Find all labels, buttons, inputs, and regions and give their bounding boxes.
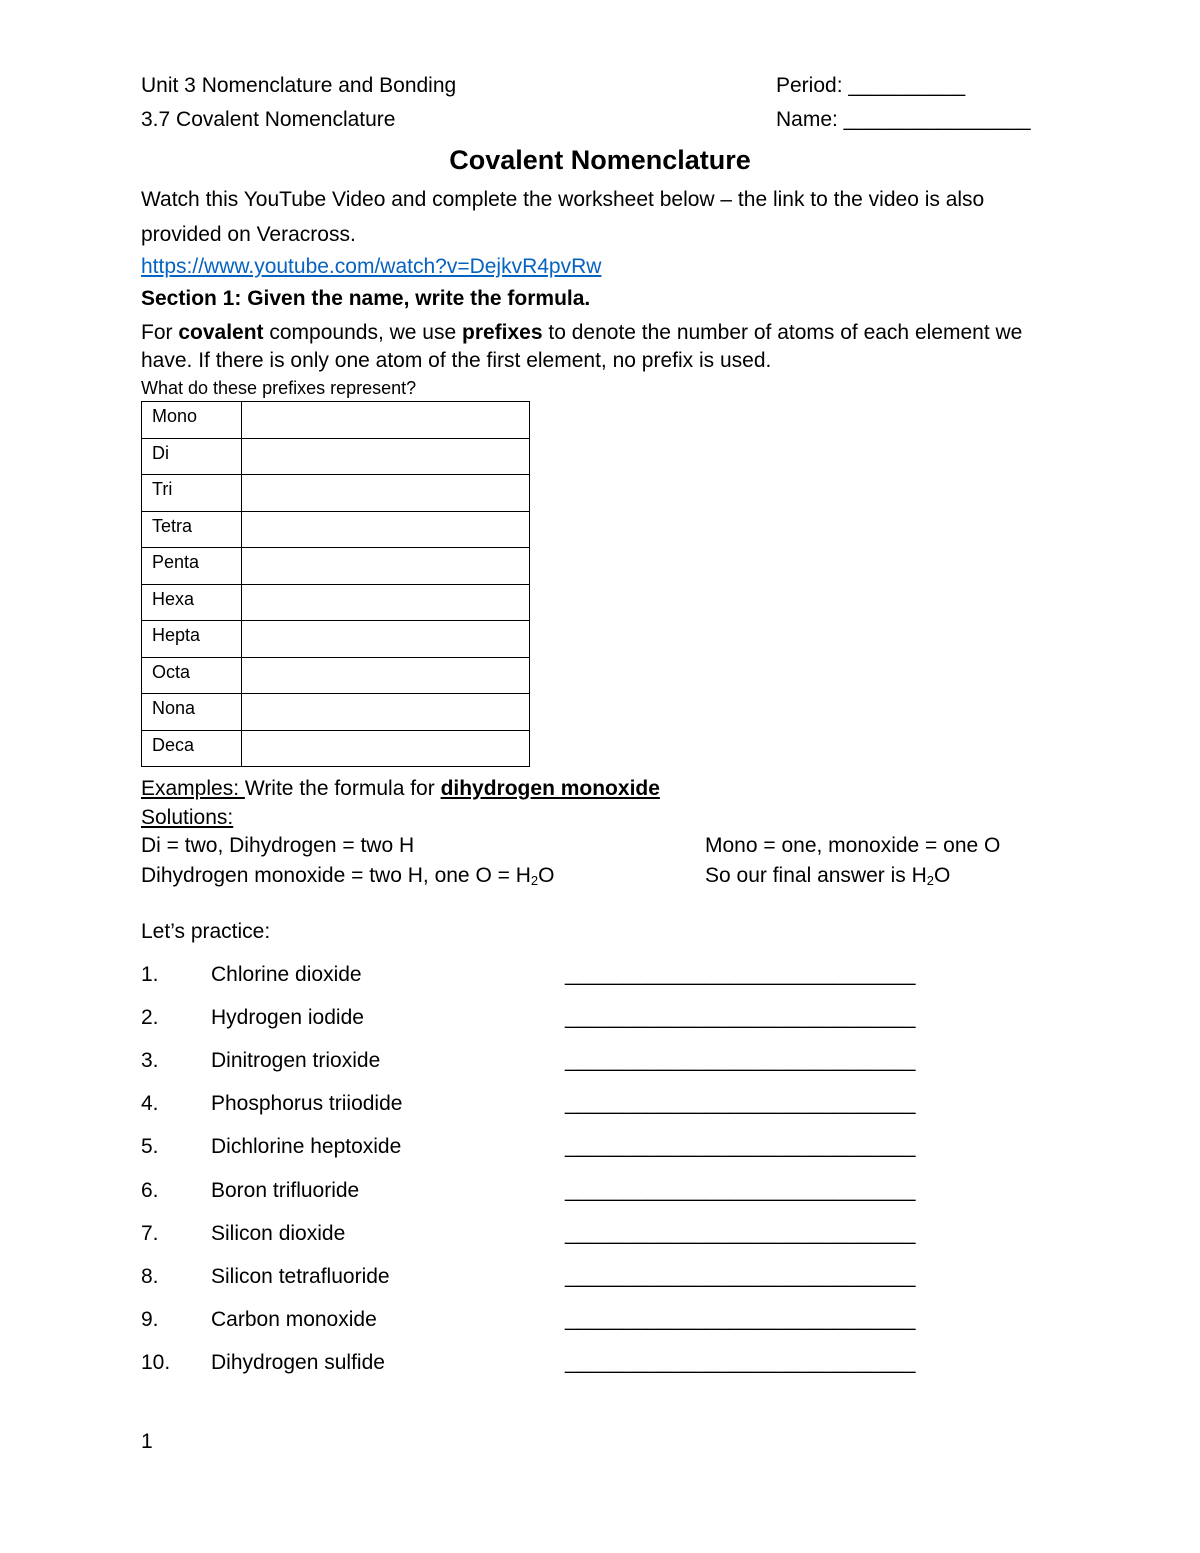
text-run: O	[538, 864, 555, 887]
practice-answer-blank[interactable]: ______________________________	[565, 1265, 916, 1288]
prefix-answer-cell[interactable]	[242, 402, 530, 439]
practice-answer-blank[interactable]: ______________________________	[565, 1006, 916, 1029]
prefix-answer-cell[interactable]	[242, 548, 530, 585]
page-title: Covalent Nomenclature	[449, 145, 751, 175]
example-compound: dihydrogen monoxide	[440, 777, 660, 800]
prefix-row	[142, 621, 530, 658]
solution-right-1: Mono = one, monoxide = one O	[705, 834, 1001, 857]
prefix-answer-cell[interactable]	[242, 438, 530, 475]
subscript: 2	[926, 873, 934, 888]
prefix-name-cell: Penta	[142, 548, 242, 585]
practice-item-text: Boron trifluoride	[211, 1179, 360, 1202]
practice-item-text: Carbon monoxide	[211, 1308, 377, 1331]
practice-item-number: 10.	[141, 1351, 171, 1374]
practice-answer-blank[interactable]: ______________________________	[565, 963, 916, 986]
prefix-name-cell: Hexa	[142, 584, 242, 621]
unit-title: Unit 3 Nomenclature and Bonding	[141, 74, 457, 97]
practice-answer-blank[interactable]: ______________________________	[565, 1351, 916, 1374]
text-run: Dihydrogen monoxide = two H, one O = H	[141, 864, 531, 887]
text-run: O	[934, 864, 951, 887]
practice-item-number: 2.	[141, 1006, 159, 1029]
text-run: For	[141, 321, 179, 344]
section-1-heading: Section 1: Given the name, write the formula.	[141, 287, 591, 310]
name-field[interactable]: Name: ________________	[776, 108, 1031, 131]
solution-left-2	[141, 864, 554, 888]
text-run: So our final answer is H	[705, 864, 927, 887]
practice-item-text: Phosphorus triiodide	[211, 1092, 403, 1115]
practice-answer-blank[interactable]: ______________________________	[565, 1092, 916, 1115]
practice-item-number: 7.	[141, 1222, 159, 1245]
section-1-paragraph-line-1	[141, 321, 1022, 345]
prefix-name-cell: Deca	[142, 730, 242, 767]
prefix-row	[142, 657, 530, 694]
prefix-name-cell: Di	[142, 438, 242, 475]
page-number: 1	[141, 1430, 153, 1453]
practice-item-number: 9.	[141, 1308, 159, 1331]
prefix-answer-cell[interactable]	[242, 511, 530, 548]
prefix-name-cell: Nona	[142, 694, 242, 731]
practice-item-text: Silicon tetrafluoride	[211, 1265, 390, 1288]
prefix-table-body	[142, 402, 530, 767]
practice-heading: Let’s practice:	[141, 920, 271, 943]
text-run: to denote the number of atoms of each element we	[542, 321, 1023, 344]
prefix-answer-cell[interactable]	[242, 584, 530, 621]
intro-line-1: Watch this YouTube Video and complete the worksheet below – the link to the video is also	[141, 188, 985, 211]
prefix-row	[142, 402, 530, 439]
practice-item-number: 3.	[141, 1049, 159, 1072]
practice-answer-blank[interactable]: ______________________________	[565, 1049, 916, 1072]
period-field[interactable]: Period: __________	[776, 74, 966, 97]
intro-line-2: provided on Veracross.	[141, 223, 356, 246]
lesson-title: 3.7 Covalent Nomenclature	[141, 108, 396, 131]
practice-answer-blank[interactable]: ______________________________	[565, 1135, 916, 1158]
practice-item-number: 6.	[141, 1179, 159, 1202]
practice-item-number: 1.	[141, 963, 159, 986]
section-1-paragraph-line-2: have. If there is only one atom of the first element, no prefix is used.	[141, 349, 772, 372]
prefix-table	[141, 401, 530, 767]
solution-right-2	[705, 864, 950, 888]
practice-item-text: Dinitrogen trioxide	[211, 1049, 381, 1072]
bold-covalent: covalent	[178, 321, 264, 344]
prefix-row	[142, 584, 530, 621]
subscript: 2	[530, 873, 539, 888]
practice-item-text: Dihydrogen sulfide	[211, 1351, 385, 1374]
practice-item-number: 4.	[141, 1092, 159, 1115]
prefix-question: What do these prefixes represent?	[141, 378, 417, 398]
solutions-label: Solutions:	[141, 806, 234, 829]
practice-item-text: Dichlorine heptoxide	[211, 1135, 402, 1158]
prefix-answer-cell[interactable]	[242, 730, 530, 767]
practice-item-text: Hydrogen iodide	[211, 1006, 364, 1029]
prefix-name-cell: Tetra	[142, 511, 242, 548]
practice-answer-blank[interactable]: ______________________________	[565, 1308, 916, 1331]
prefix-row	[142, 694, 530, 731]
prefix-answer-cell[interactable]	[242, 621, 530, 658]
practice-answer-blank[interactable]: ______________________________	[565, 1179, 916, 1202]
example-text: Write the formula for	[244, 777, 441, 800]
practice-item-number: 5.	[141, 1135, 159, 1158]
example-line	[141, 777, 660, 801]
prefix-row	[142, 548, 530, 585]
prefix-name-cell: Octa	[142, 657, 242, 694]
prefix-name-cell: Mono	[142, 402, 242, 439]
practice-item-text: Chlorine dioxide	[211, 963, 362, 986]
prefix-answer-cell[interactable]	[242, 657, 530, 694]
prefix-row	[142, 730, 530, 767]
prefix-row	[142, 475, 530, 512]
prefix-answer-cell[interactable]	[242, 475, 530, 512]
youtube-link[interactable]: https://www.youtube.com/watch?v=DejkvR4pvRw	[141, 255, 602, 278]
bold-prefixes: prefixes	[462, 321, 543, 344]
practice-answer-blank[interactable]: ______________________________	[565, 1222, 916, 1245]
solution-left-1: Di = two, Dihydrogen = two H	[141, 834, 415, 857]
practice-item-text: Silicon dioxide	[211, 1222, 346, 1245]
practice-item-number: 8.	[141, 1265, 159, 1288]
prefix-row	[142, 438, 530, 475]
prefix-name-cell: Tri	[142, 475, 242, 512]
text-run: compounds, we use	[263, 321, 462, 344]
prefix-name-cell: Hepta	[142, 621, 242, 658]
prefix-answer-cell[interactable]	[242, 694, 530, 731]
prefix-row	[142, 511, 530, 548]
examples-label: Examples:	[141, 777, 245, 800]
